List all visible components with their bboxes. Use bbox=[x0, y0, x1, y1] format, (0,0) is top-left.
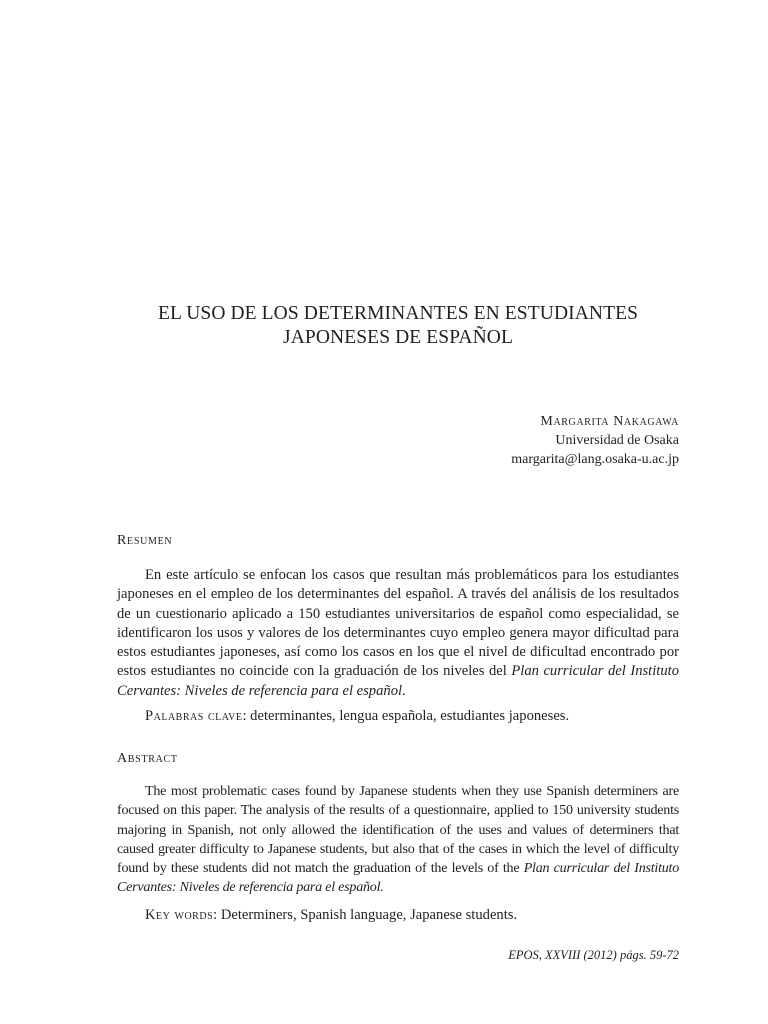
resumen-keywords bbox=[117, 707, 679, 726]
resumen-text: En este artículo se enfocan los casos que resultan más problemáticos para los estudiantes japoneses en el empleo de los determinantes del español. A través del análisis de los resultados de un cuestionario aplicado a 150 estudiantes universitarios de español como especialidad, se identificaron los usos y valores de los determinantes cuyo empleo genera mayor dificultad para estos estudiantes japoneses, así como los casos en los que el nivel de dificultad encontrado por estos estudiantes no coincide con la graduación de los niveles del bbox=[117, 567, 679, 680]
article-title bbox=[117, 302, 679, 350]
resumen-italic-reference: Plan curricular del Instituto Cervantes: Niveles de referencia para el español bbox=[117, 663, 679, 699]
resumen-body bbox=[117, 566, 679, 701]
abstract-italic-reference: Plan curricular del Instituto Cervantes: Niveles de referencia para el español. bbox=[117, 860, 679, 896]
title-line-2: JAPONESES DE ESPAÑOL bbox=[283, 327, 513, 348]
author-block bbox=[511, 412, 679, 469]
abstract-heading: Abstract bbox=[117, 751, 178, 766]
author-name: Margarita Nakagawa bbox=[540, 414, 679, 429]
keywords-label-es: Palabras clave bbox=[145, 708, 243, 724]
author-email: margarita@lang.osaka-u.ac.jp bbox=[511, 452, 679, 467]
abstract-text: The most problematic cases found by Japanese students when they use Spanish determiners are focused on this paper. The analysis of the results of a questionnaire, applied to 150 university students majoring in Spanish, not only allowed the identification of the uses and values of determiners that caused greater difficulty to Japanese students, but also that of the cases in which the level of difficulty found by these students did not match the graduation of the levels of the bbox=[117, 783, 679, 877]
author-affiliation: Universidad de Osaka bbox=[555, 433, 679, 448]
keywords-label-en: Key words bbox=[145, 907, 214, 923]
title-line-1: EL USO DE LOS DETERMINANTES EN ESTUDIANTES bbox=[157, 303, 639, 324]
keywords-es: : determinantes, lengua española, estudiantes japoneses. bbox=[242, 708, 570, 724]
abstract-body bbox=[117, 782, 679, 898]
journal-footer: EPOS, XXVIII (2012) págs. 59-72 bbox=[508, 948, 679, 962]
keywords-en: : Determiners, Spanish language, Japanese students. bbox=[213, 907, 518, 923]
abstract-keywords bbox=[117, 906, 679, 925]
resumen-heading: Resumen bbox=[117, 533, 173, 548]
resumen-text-end: . bbox=[402, 682, 406, 699]
